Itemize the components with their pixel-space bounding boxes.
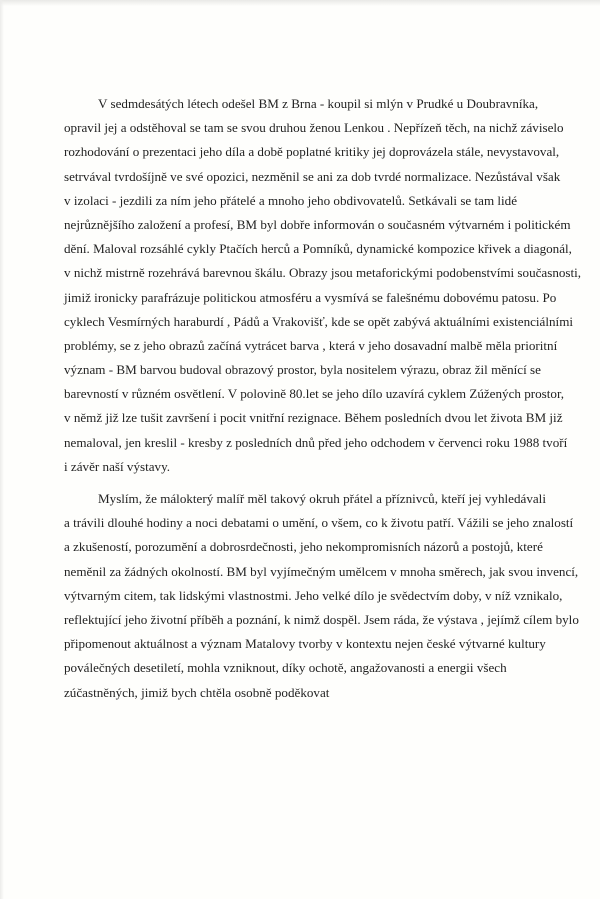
document-text-body xyxy=(64,92,582,705)
text-line: jimiž ironicky parafrázuje politickou atmosféru a vysmívá se falešnému dobovému patosu. Po xyxy=(64,289,557,305)
scan-edge-left xyxy=(0,0,4,899)
text-line: setrvával tvrdošíjně ve své opozici, nezměnil se ani za dob tvrdé normalizace. Nezůstával však xyxy=(64,168,561,184)
paragraph-1 xyxy=(64,92,582,479)
text-line: V sedmdesátých létech odešel BM z Brna - koupil si mlýn v Prudké u Doubravníka, xyxy=(98,96,539,111)
text-line: a zkušeností, porozumění a dobrosrdečnosti, jeho nekompromisních názorů a postojů, které xyxy=(64,539,543,555)
text-line: cyklech Vesmírných haraburdí , Pádů a Vrakovišť, kde se opět zabývá aktuálními existenciálními xyxy=(64,313,574,329)
text-line: v izolaci - jezdili za ním jeho přátelé a mnoho jeho obdivovatelů. Setkávali se tam lidé xyxy=(64,192,518,208)
text-line: poválečných desetiletí, mohla vzniknout, díky ochotě, angažovanosti a energii všech xyxy=(64,660,507,676)
paragraph-2 xyxy=(64,487,579,705)
text-line: barevností v různém osvětlení. V polovině 80.let se jeho dílo uzavírá cyklem Zúžených prostor, xyxy=(64,386,565,402)
text-line: a trávili dlouhé hodiny a noci debatami o umění, o všem, co k životu patří. Vážili se jeho znalostí xyxy=(64,515,574,531)
text-line: rozhodování o prezentaci jeho díla a době poplatné kritiky jej doprovázela stále, nevystavoval, xyxy=(64,144,560,160)
text-line: neměnil za žádných okolností. BM byl vyjímečným umělcem v mnoha směrech, jak svou invencí, xyxy=(64,563,579,579)
scan-edge-top xyxy=(0,0,600,6)
paragraph-gap xyxy=(64,479,552,487)
text-line: reflektující jeho životní příběh a poznání, k nimž dospěl. Jsem ráda, že výstava , jejímž cílem bylo xyxy=(64,611,579,627)
text-line: Myslím, že málokterý malíř měl takový okruh přátel a příznivců, kteří jej vyhledávali xyxy=(98,491,546,506)
text-line: zúčastněných, jimiž bych chtěla osobně poděkovat xyxy=(64,684,330,700)
text-line: i závěr naší výstavy. xyxy=(64,458,171,474)
text-line: nemaloval, jen kreslil - kresby z posledních dnů před jeho odchodem v červenci roku 1988 tvoří xyxy=(64,434,568,450)
text-line: problémy, se z jeho obrazů začíná vytrácet barva , která v jeho dosavadní malbě měla prioritní xyxy=(64,337,558,353)
text-line: výtvarným citem, tak lidskými vlastnostmi. Jeho velké dílo je svědectvím doby, v níž vznikalo, xyxy=(64,587,563,603)
text-line: opravil jej a odstěhoval se tam se svou druhou ženou Lenkou . Nepřízeň těch, na nichž záviselo xyxy=(64,120,564,136)
text-line: dění. Maloval rozsáhlé cykly Ptačích herců a Pomníků, dynamické kompozice křivek a diagonál, xyxy=(64,241,572,257)
text-line: připomenout aktuálnost a význam Matalovy tvorby v kontextu nejen české výtvarné kultury xyxy=(64,636,546,652)
text-line: v němž již lze tušit završení i pocit vnitřní rezignace. Během posledních dvou let života BM již xyxy=(64,410,563,426)
text-line: význam - BM barvou budoval obrazový prostor, byla nositelem výrazu, obraz žil měnící se xyxy=(64,362,541,378)
text-line: v nichž mistrně rozehrává barevnou škálu. Obrazy jsou metaforickými podobenstvími současnosti, xyxy=(64,265,582,281)
text-line: nejrůznějšího založení a profesí, BM byl dobře informován o současném výtvarném i politickém xyxy=(64,216,571,232)
